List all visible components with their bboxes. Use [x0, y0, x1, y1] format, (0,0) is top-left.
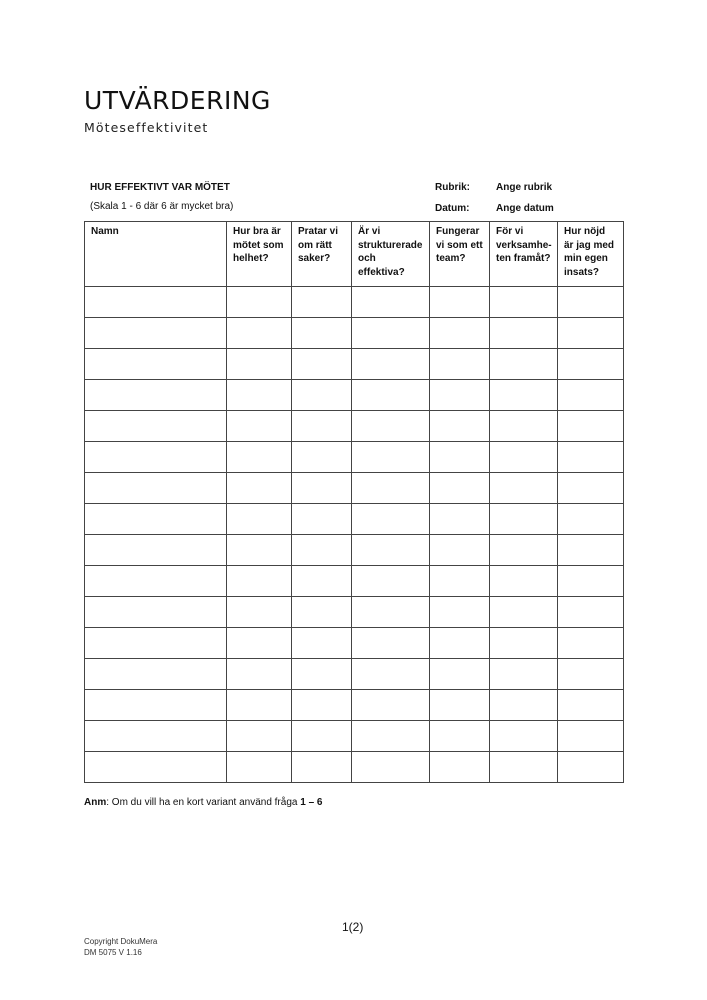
table-cell[interactable] — [430, 659, 490, 690]
table-cell[interactable] — [490, 566, 558, 597]
footer-copyright: Copyright DokuMera — [84, 937, 158, 946]
table-cell[interactable] — [430, 473, 490, 504]
table-row — [85, 721, 624, 752]
table-cell[interactable] — [352, 752, 430, 783]
table-cell[interactable] — [292, 287, 352, 318]
table-cell[interactable] — [430, 287, 490, 318]
table-cell[interactable] — [352, 442, 430, 473]
table-cell[interactable] — [352, 628, 430, 659]
table-cell[interactable] — [227, 380, 292, 411]
table-cell[interactable] — [490, 504, 558, 535]
scale-note: (Skala 1 - 6 där 6 är mycket bra) — [90, 201, 234, 212]
table-cell[interactable] — [558, 566, 624, 597]
table-cell[interactable] — [227, 535, 292, 566]
table-cell[interactable] — [292, 721, 352, 752]
evaluation-table — [84, 221, 624, 783]
table-cell[interactable] — [558, 721, 624, 752]
table-cell[interactable] — [85, 628, 227, 659]
table-row — [85, 566, 624, 597]
footer-doc-id: DM 5075 V 1.16 — [84, 948, 142, 957]
rubrik-label: Rubrik: — [435, 182, 470, 193]
table-cell[interactable] — [490, 690, 558, 721]
table-cell[interactable] — [490, 380, 558, 411]
table-cell[interactable] — [558, 380, 624, 411]
table-row — [85, 411, 624, 442]
table-cell[interactable] — [292, 318, 352, 349]
table-cell[interactable] — [85, 318, 227, 349]
table-cell[interactable] — [490, 597, 558, 628]
table-row — [85, 442, 624, 473]
table-cell[interactable] — [352, 659, 430, 690]
table-cell[interactable] — [352, 566, 430, 597]
table-cell[interactable] — [558, 752, 624, 783]
table-cell[interactable] — [490, 473, 558, 504]
document-title: UTVÄRDERING — [84, 86, 271, 115]
page-number: 1(2) — [342, 920, 364, 934]
table-cell[interactable] — [292, 597, 352, 628]
table-cell[interactable] — [227, 566, 292, 597]
table-cell[interactable] — [292, 411, 352, 442]
table-cell[interactable] — [85, 349, 227, 380]
table-cell[interactable] — [490, 287, 558, 318]
table-cell[interactable] — [227, 752, 292, 783]
table-cell[interactable] — [85, 721, 227, 752]
table-cell[interactable] — [292, 473, 352, 504]
table-cell[interactable] — [85, 442, 227, 473]
table-cell[interactable] — [85, 380, 227, 411]
table-cell[interactable] — [558, 318, 624, 349]
table-cell[interactable] — [85, 473, 227, 504]
table-cell[interactable] — [558, 535, 624, 566]
table-cell[interactable] — [352, 597, 430, 628]
table-cell[interactable] — [430, 721, 490, 752]
column-header-name: Namn — [85, 222, 227, 287]
table-cell[interactable] — [227, 721, 292, 752]
column-header-own-effort: Hur nöjd är jag med min egen insats? — [558, 222, 624, 287]
table-cell[interactable] — [85, 287, 227, 318]
table-cell[interactable] — [227, 318, 292, 349]
table-cell[interactable] — [227, 349, 292, 380]
table-cell[interactable] — [490, 752, 558, 783]
table-row — [85, 659, 624, 690]
table-cell[interactable] — [352, 287, 430, 318]
table-cell[interactable] — [558, 504, 624, 535]
table-cell[interactable] — [430, 411, 490, 442]
table-cell[interactable] — [490, 349, 558, 380]
table-row — [85, 473, 624, 504]
table-body — [85, 287, 624, 783]
table-cell[interactable] — [292, 349, 352, 380]
table-cell[interactable] — [352, 690, 430, 721]
table-cell[interactable] — [430, 380, 490, 411]
table-row — [85, 504, 624, 535]
table-cell[interactable] — [490, 535, 558, 566]
table-row — [85, 349, 624, 380]
footer — [84, 936, 157, 958]
table-cell[interactable] — [352, 473, 430, 504]
table-cell[interactable] — [227, 504, 292, 535]
table-cell[interactable] — [558, 287, 624, 318]
table-cell[interactable] — [85, 411, 227, 442]
table-cell[interactable] — [292, 752, 352, 783]
note-label: Anm — [84, 797, 107, 808]
table-row — [85, 597, 624, 628]
table-cell[interactable] — [85, 504, 227, 535]
table-cell[interactable] — [558, 597, 624, 628]
column-header-team: Fungerar vi som ett team? — [430, 222, 490, 287]
table-cell[interactable] — [227, 690, 292, 721]
table-cell[interactable] — [292, 535, 352, 566]
table-row — [85, 287, 624, 318]
table-cell[interactable] — [352, 411, 430, 442]
column-header-right-topics: Pratar vi om rätt saker? — [292, 222, 352, 287]
table-cell[interactable] — [227, 473, 292, 504]
table-cell[interactable] — [430, 535, 490, 566]
datum-field[interactable]: Ange datum — [496, 203, 554, 214]
table-cell[interactable] — [490, 628, 558, 659]
table-cell[interactable] — [85, 752, 227, 783]
table-row — [85, 628, 624, 659]
table-cell[interactable] — [352, 535, 430, 566]
table-cell[interactable] — [292, 659, 352, 690]
table-cell[interactable] — [558, 690, 624, 721]
table-cell[interactable] — [352, 380, 430, 411]
table-cell[interactable] — [558, 659, 624, 690]
table-cell[interactable] — [227, 287, 292, 318]
table-cell[interactable] — [490, 318, 558, 349]
table-cell[interactable] — [227, 597, 292, 628]
document-subtitle: Möteseffektivitet — [84, 120, 209, 135]
table-cell[interactable] — [558, 473, 624, 504]
table-cell[interactable] — [352, 349, 430, 380]
table-cell[interactable] — [227, 628, 292, 659]
note-text: : Om du vill ha en kort variant använd fråga — [106, 797, 301, 808]
column-header-business-forward: För vi verksamhe- ten framåt? — [490, 222, 558, 287]
table-header-row — [85, 222, 624, 287]
table-cell[interactable] — [490, 442, 558, 473]
table-cell[interactable] — [85, 659, 227, 690]
table-row — [85, 318, 624, 349]
table-cell[interactable] — [227, 411, 292, 442]
rubrik-field[interactable]: Ange rubrik — [496, 182, 553, 193]
note — [84, 797, 322, 808]
column-header-structured: Är vi strukturerade och effektiva? — [352, 222, 430, 287]
table-cell[interactable] — [292, 442, 352, 473]
table-cell[interactable] — [490, 411, 558, 442]
column-header-overall: Hur bra är mötet som helhet? — [227, 222, 292, 287]
table-row — [85, 690, 624, 721]
table-cell[interactable] — [292, 690, 352, 721]
table-cell[interactable] — [430, 566, 490, 597]
table-cell[interactable] — [430, 504, 490, 535]
table-cell[interactable] — [292, 504, 352, 535]
table-cell[interactable] — [430, 597, 490, 628]
table-row — [85, 380, 624, 411]
table-cell[interactable] — [558, 628, 624, 659]
table-cell[interactable] — [352, 721, 430, 752]
table-cell[interactable] — [352, 318, 430, 349]
note-range: 1 – 6 — [300, 797, 323, 808]
table-cell[interactable] — [227, 442, 292, 473]
table-cell[interactable] — [558, 349, 624, 380]
table-cell[interactable] — [85, 690, 227, 721]
table-cell[interactable] — [85, 566, 227, 597]
table-cell[interactable] — [490, 721, 558, 752]
table-cell[interactable] — [85, 535, 227, 566]
table-cell[interactable] — [430, 752, 490, 783]
datum-label: Datum: — [435, 203, 470, 214]
table-cell[interactable] — [430, 349, 490, 380]
table-cell[interactable] — [227, 659, 292, 690]
table-cell[interactable] — [430, 318, 490, 349]
form-heading: HUR EFFEKTIVT VAR MÖTET — [90, 182, 230, 193]
table-cell[interactable] — [352, 504, 430, 535]
table-cell[interactable] — [490, 659, 558, 690]
table-cell[interactable] — [292, 628, 352, 659]
table-cell[interactable] — [85, 597, 227, 628]
table-cell[interactable] — [430, 690, 490, 721]
table-cell[interactable] — [292, 566, 352, 597]
table-row — [85, 535, 624, 566]
table-cell[interactable] — [558, 442, 624, 473]
table-row — [85, 752, 624, 783]
table-cell[interactable] — [292, 380, 352, 411]
table-cell[interactable] — [430, 628, 490, 659]
table-cell[interactable] — [558, 411, 624, 442]
table-cell[interactable] — [430, 442, 490, 473]
